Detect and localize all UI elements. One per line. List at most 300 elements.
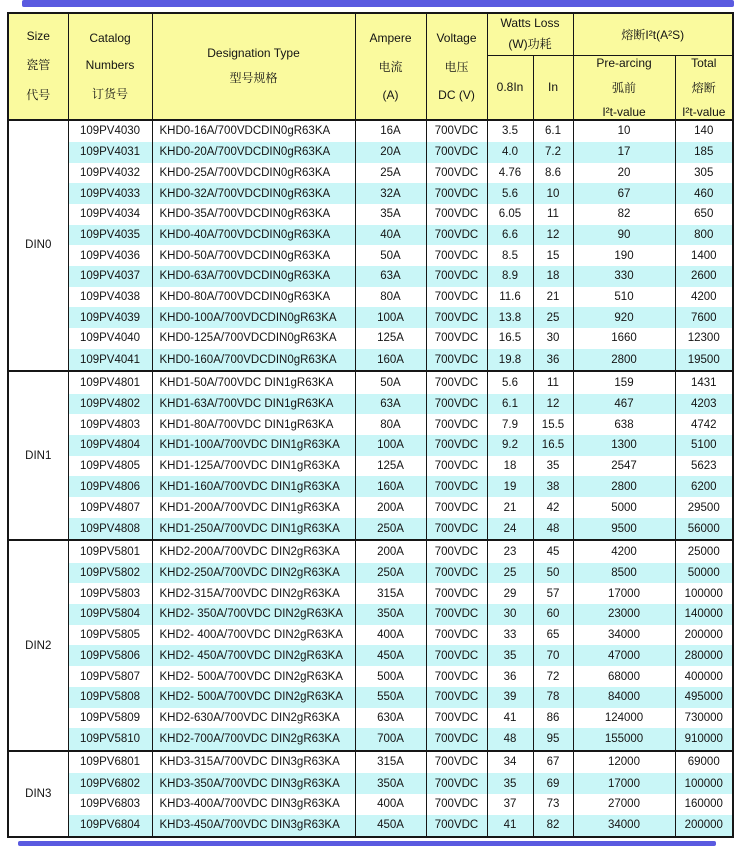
prearcing-i2t-cell: 82 (573, 204, 675, 225)
total-i2t-cell: 200000 (675, 815, 733, 837)
designation-cell: KHD2- 500A/700VDC DIN2gR63KA (152, 687, 355, 708)
prearcing-i2t-cell: 920 (573, 307, 675, 328)
col-header-i2t-group (573, 13, 733, 55)
catalog-number-cell: 109PV5803 (68, 583, 152, 604)
designation-cell: KHD1-125A/700VDC DIN1gR63KA (152, 456, 355, 477)
group-din2 (8, 540, 733, 750)
catalog-number-cell: 109PV4805 (68, 456, 152, 477)
designation-cell: KHD2-700A/700VDC DIN2gR63KA (152, 728, 355, 751)
bottom-accent-bar (18, 841, 716, 846)
prearcing-i2t-cell: 4200 (573, 540, 675, 562)
prearcing-i2t-cell: 638 (573, 414, 675, 435)
designation-cell: KHD2- 400A/700VDC DIN2gR63KA (152, 625, 355, 646)
ampere-cell: 16A (355, 120, 426, 142)
watts-loss-in-cell: 25 (533, 307, 573, 328)
watts-loss-08in-cell: 8.9 (487, 266, 533, 287)
designation-cell: KHD0-40A/700VDCDIN0gR63KA (152, 225, 355, 246)
voltage-cell: 700VDC (426, 414, 487, 435)
ampere-cell: 20A (355, 142, 426, 163)
table-row (8, 583, 733, 604)
watts-loss-08in-cell: 25 (487, 563, 533, 584)
total-i2t-cell: 650 (675, 204, 733, 225)
total-i2t-cell: 12300 (675, 328, 733, 349)
voltage-cell: 700VDC (426, 540, 487, 562)
total-i2t-cell: 730000 (675, 708, 733, 729)
voltage-cell: 700VDC (426, 625, 487, 646)
table-row (8, 687, 733, 708)
designation-cell: KHD1-200A/700VDC DIN1gR63KA (152, 497, 355, 518)
col-header-ampere-line: (A) (382, 87, 399, 102)
col-header-watts-loss-line: Watts Loss (500, 16, 560, 31)
total-i2t-cell: 4200 (675, 287, 733, 308)
watts-loss-08in-cell: 35 (487, 773, 533, 794)
designation-cell: KHD1-63A/700VDC DIN1gR63KA (152, 394, 355, 415)
total-i2t-cell: 305 (675, 163, 733, 184)
ampere-cell: 40A (355, 225, 426, 246)
watts-loss-in-cell: 35 (533, 456, 573, 477)
prearcing-i2t-cell: 27000 (573, 794, 675, 815)
ampere-cell: 350A (355, 773, 426, 794)
prearcing-i2t-cell: 17 (573, 142, 675, 163)
table-row (8, 120, 733, 142)
designation-cell: KHD2-200A/700VDC DIN2gR63KA (152, 540, 355, 562)
watts-loss-in-cell: 60 (533, 604, 573, 625)
size-group-cell: DIN2 (8, 540, 68, 750)
prearcing-i2t-cell: 1300 (573, 435, 675, 456)
ampere-cell: 500A (355, 666, 426, 687)
ampere-cell: 400A (355, 794, 426, 815)
total-i2t-cell: 1431 (675, 371, 733, 393)
catalog-number-cell: 109PV4036 (68, 245, 152, 266)
watts-loss-08in-cell: 7.9 (487, 414, 533, 435)
group-din0 (8, 120, 733, 372)
col-header-i2t-line: 熔断I²t(A²S) (621, 27, 685, 42)
prearcing-i2t-cell: 155000 (573, 728, 675, 751)
col-header-voltage-line: DC (V) (438, 87, 475, 102)
table-row (8, 645, 733, 666)
total-i2t-cell: 140000 (675, 604, 733, 625)
col-header-ampere (355, 13, 426, 120)
total-i2t-cell: 19500 (675, 349, 733, 372)
prearcing-i2t-cell: 68000 (573, 666, 675, 687)
col-header-voltage-line: 电压 (444, 59, 469, 74)
prearcing-i2t-cell: 12000 (573, 751, 675, 773)
watts-loss-08in-cell: 4.0 (487, 142, 533, 163)
watts-loss-in-cell: 38 (533, 476, 573, 497)
total-i2t-cell: 69000 (675, 751, 733, 773)
table-row (8, 287, 733, 308)
watts-loss-08in-cell: 19.8 (487, 349, 533, 372)
col-header-size-line: 代号 (26, 88, 51, 103)
table-row (8, 728, 733, 751)
catalog-number-cell: 109PV4037 (68, 266, 152, 287)
prearcing-i2t-cell: 2800 (573, 349, 675, 372)
table-row (8, 518, 733, 540)
designation-cell: KHD1-160A/700VDC DIN1gR63KA (152, 476, 355, 497)
total-i2t-cell: 200000 (675, 625, 733, 646)
ampere-cell: 63A (355, 394, 426, 415)
table-row (8, 708, 733, 729)
ampere-cell: 32A (355, 183, 426, 204)
total-i2t-cell: 800 (675, 225, 733, 246)
ampere-cell: 550A (355, 687, 426, 708)
designation-cell: KHD0-160A/700VDCDIN0gR63KA (152, 349, 355, 372)
col-header-08in-label: 0.8In (496, 80, 524, 94)
catalog-number-cell: 109PV4801 (68, 371, 152, 393)
table-row (8, 815, 733, 837)
total-i2t-cell: 5100 (675, 435, 733, 456)
watts-loss-08in-cell: 23 (487, 540, 533, 562)
ampere-cell: 200A (355, 497, 426, 518)
table-row (8, 476, 733, 497)
table-row (8, 625, 733, 646)
catalog-number-cell: 109PV6802 (68, 773, 152, 794)
designation-cell: KHD0-32A/700VDCDIN0gR63KA (152, 183, 355, 204)
table-row (8, 371, 733, 393)
designation-cell: KHD1-100A/700VDC DIN1gR63KA (152, 435, 355, 456)
ampere-cell: 50A (355, 245, 426, 266)
col-header-catalog-line: Catalog (89, 30, 131, 45)
total-i2t-cell: 4742 (675, 414, 733, 435)
col-header-watts-loss-group (487, 13, 573, 55)
designation-cell: KHD0-63A/700VDCDIN0gR63KA (152, 266, 355, 287)
ampere-cell: 250A (355, 518, 426, 540)
watts-loss-08in-cell: 37 (487, 794, 533, 815)
catalog-number-cell: 109PV4802 (68, 394, 152, 415)
ampere-cell: 160A (355, 349, 426, 372)
watts-loss-08in-cell: 41 (487, 815, 533, 837)
ampere-cell: 63A (355, 266, 426, 287)
watts-loss-in-cell: 10 (533, 183, 573, 204)
size-group-cell: DIN0 (8, 120, 68, 372)
col-header-prearcing-line: Pre-arcing (596, 55, 652, 70)
designation-cell: KHD2- 350A/700VDC DIN2gR63KA (152, 604, 355, 625)
table-row (8, 794, 733, 815)
table-row (8, 563, 733, 584)
prearcing-i2t-cell: 90 (573, 225, 675, 246)
table-row (8, 666, 733, 687)
ampere-cell: 250A (355, 563, 426, 584)
total-i2t-cell: 140 (675, 120, 733, 142)
watts-loss-08in-cell: 18 (487, 456, 533, 477)
table-row (8, 540, 733, 562)
watts-loss-in-cell: 21 (533, 287, 573, 308)
voltage-cell: 700VDC (426, 266, 487, 287)
table-row (8, 183, 733, 204)
prearcing-i2t-cell: 467 (573, 394, 675, 415)
ampere-cell: 25A (355, 163, 426, 184)
col-header-prearcing-line: 弧前 (611, 80, 636, 95)
prearcing-i2t-cell: 5000 (573, 497, 675, 518)
col-header-voltage-line: Voltage (436, 30, 477, 45)
table-row (8, 435, 733, 456)
fuse-spec-table (7, 12, 734, 838)
watts-loss-in-cell: 18 (533, 266, 573, 287)
catalog-number-cell: 109PV5809 (68, 708, 152, 729)
catalog-number-cell: 109PV5805 (68, 625, 152, 646)
total-i2t-cell: 100000 (675, 773, 733, 794)
ampere-cell: 450A (355, 645, 426, 666)
voltage-cell: 700VDC (426, 456, 487, 477)
total-i2t-cell: 160000 (675, 794, 733, 815)
ampere-cell: 350A (355, 604, 426, 625)
total-i2t-cell: 400000 (675, 666, 733, 687)
ampere-cell: 200A (355, 540, 426, 562)
table-row (8, 751, 733, 773)
watts-loss-in-cell: 7.2 (533, 142, 573, 163)
voltage-cell: 700VDC (426, 225, 487, 246)
watts-loss-08in-cell: 19 (487, 476, 533, 497)
col-header-size (8, 13, 68, 120)
col-header-catalog (68, 13, 152, 120)
total-i2t-cell: 2600 (675, 266, 733, 287)
watts-loss-in-cell: 12 (533, 225, 573, 246)
total-i2t-cell: 56000 (675, 518, 733, 540)
voltage-cell: 700VDC (426, 120, 487, 142)
voltage-cell: 700VDC (426, 794, 487, 815)
table-row (8, 163, 733, 184)
catalog-number-cell: 109PV4030 (68, 120, 152, 142)
watts-loss-in-cell: 57 (533, 583, 573, 604)
ampere-cell: 100A (355, 307, 426, 328)
voltage-cell: 700VDC (426, 563, 487, 584)
table-row (8, 328, 733, 349)
designation-cell: KHD0-125A/700VDCDIN0gR63KA (152, 328, 355, 349)
catalog-number-cell: 109PV5804 (68, 604, 152, 625)
watts-loss-in-cell: 45 (533, 540, 573, 562)
watts-loss-in-cell: 11 (533, 371, 573, 393)
catalog-number-cell: 109PV4039 (68, 307, 152, 328)
voltage-cell: 700VDC (426, 645, 487, 666)
table-row (8, 414, 733, 435)
col-header-prearcing (573, 55, 675, 120)
col-header-ampere-line: Ampere (369, 30, 412, 45)
designation-cell: KHD3-350A/700VDC DIN3gR63KA (152, 773, 355, 794)
watts-loss-in-cell: 67 (533, 751, 573, 773)
size-group-cell: DIN3 (8, 751, 68, 837)
watts-loss-08in-cell: 5.6 (487, 371, 533, 393)
designation-cell: KHD0-80A/700VDCDIN0gR63KA (152, 287, 355, 308)
designation-cell: KHD2-630A/700VDC DIN2gR63KA (152, 708, 355, 729)
prearcing-i2t-cell: 34000 (573, 815, 675, 837)
catalog-number-cell: 109PV4034 (68, 204, 152, 225)
watts-loss-08in-cell: 9.2 (487, 435, 533, 456)
watts-loss-08in-cell: 29 (487, 583, 533, 604)
prearcing-i2t-cell: 17000 (573, 583, 675, 604)
ampere-cell: 160A (355, 476, 426, 497)
ampere-cell: 450A (355, 815, 426, 837)
catalog-number-cell: 109PV6801 (68, 751, 152, 773)
ampere-cell: 80A (355, 414, 426, 435)
col-header-total-line: 熔断 (691, 80, 716, 95)
catalog-number-cell: 109PV4038 (68, 287, 152, 308)
voltage-cell: 700VDC (426, 435, 487, 456)
col-header-watts-loss-line: (W)功耗 (508, 37, 552, 52)
designation-cell: KHD3-400A/700VDC DIN3gR63KA (152, 794, 355, 815)
watts-loss-08in-cell: 41 (487, 708, 533, 729)
prearcing-i2t-cell: 510 (573, 287, 675, 308)
col-header-prearcing-line: I²t-value (602, 104, 646, 119)
prearcing-i2t-cell: 8500 (573, 563, 675, 584)
total-i2t-cell: 7600 (675, 307, 733, 328)
table-header (8, 13, 733, 120)
watts-loss-in-cell: 86 (533, 708, 573, 729)
catalog-number-cell: 109PV4807 (68, 497, 152, 518)
catalog-number-cell: 109PV6804 (68, 815, 152, 837)
watts-loss-08in-cell: 33 (487, 625, 533, 646)
catalog-number-cell: 109PV6803 (68, 794, 152, 815)
voltage-cell: 700VDC (426, 708, 487, 729)
ampere-cell: 100A (355, 435, 426, 456)
watts-loss-in-cell: 82 (533, 815, 573, 837)
catalog-number-cell: 109PV4806 (68, 476, 152, 497)
voltage-cell: 700VDC (426, 518, 487, 540)
total-i2t-cell: 5623 (675, 456, 733, 477)
table-row (8, 773, 733, 794)
designation-cell: KHD0-50A/700VDCDIN0gR63KA (152, 245, 355, 266)
col-header-total-line: I²t-value (682, 104, 726, 119)
table-row (8, 225, 733, 246)
prearcing-i2t-cell: 159 (573, 371, 675, 393)
watts-loss-08in-cell: 24 (487, 518, 533, 540)
prearcing-i2t-cell: 1660 (573, 328, 675, 349)
ampere-cell: 125A (355, 328, 426, 349)
voltage-cell: 700VDC (426, 245, 487, 266)
voltage-cell: 700VDC (426, 815, 487, 837)
catalog-number-cell: 109PV4804 (68, 435, 152, 456)
prearcing-i2t-cell: 330 (573, 266, 675, 287)
catalog-number-cell: 109PV5810 (68, 728, 152, 751)
prearcing-i2t-cell: 34000 (573, 625, 675, 646)
watts-loss-08in-cell: 39 (487, 687, 533, 708)
table-row (8, 394, 733, 415)
catalog-number-cell: 109PV4803 (68, 414, 152, 435)
ampere-cell: 315A (355, 583, 426, 604)
total-i2t-cell: 460 (675, 183, 733, 204)
catalog-number-cell: 109PV4031 (68, 142, 152, 163)
col-header-designation-line: Designation Type (207, 46, 300, 61)
watts-loss-in-cell: 30 (533, 328, 573, 349)
group-din3 (8, 751, 733, 837)
designation-cell: KHD3-450A/700VDC DIN3gR63KA (152, 815, 355, 837)
watts-loss-in-cell: 65 (533, 625, 573, 646)
designation-cell: KHD1-80A/700VDC DIN1gR63KA (152, 414, 355, 435)
catalog-number-cell: 109PV5806 (68, 645, 152, 666)
voltage-cell: 700VDC (426, 773, 487, 794)
designation-cell: KHD0-100A/700VDCDIN0gR63KA (152, 307, 355, 328)
voltage-cell: 700VDC (426, 666, 487, 687)
designation-cell: KHD1-250A/700VDC DIN1gR63KA (152, 518, 355, 540)
table-row (8, 349, 733, 372)
watts-loss-in-cell: 50 (533, 563, 573, 584)
voltage-cell: 700VDC (426, 687, 487, 708)
table-row (8, 604, 733, 625)
prearcing-i2t-cell: 23000 (573, 604, 675, 625)
designation-cell: KHD3-315A/700VDC DIN3gR63KA (152, 751, 355, 773)
watts-loss-in-cell: 69 (533, 773, 573, 794)
voltage-cell: 700VDC (426, 751, 487, 773)
prearcing-i2t-cell: 9500 (573, 518, 675, 540)
col-header-in (533, 55, 573, 120)
watts-loss-in-cell: 48 (533, 518, 573, 540)
total-i2t-cell: 495000 (675, 687, 733, 708)
total-i2t-cell: 25000 (675, 540, 733, 562)
voltage-cell: 700VDC (426, 371, 487, 393)
voltage-cell: 700VDC (426, 476, 487, 497)
watts-loss-08in-cell: 48 (487, 728, 533, 751)
catalog-number-cell: 109PV5801 (68, 540, 152, 562)
voltage-cell: 700VDC (426, 583, 487, 604)
watts-loss-in-cell: 95 (533, 728, 573, 751)
catalog-number-cell: 109PV4033 (68, 183, 152, 204)
prearcing-i2t-cell: 124000 (573, 708, 675, 729)
watts-loss-in-cell: 11 (533, 204, 573, 225)
watts-loss-08in-cell: 11.6 (487, 287, 533, 308)
col-header-total (675, 55, 733, 120)
col-header-ampere-line: 电流 (378, 59, 403, 74)
total-i2t-cell: 280000 (675, 645, 733, 666)
voltage-cell: 700VDC (426, 142, 487, 163)
prearcing-i2t-cell: 84000 (573, 687, 675, 708)
catalog-number-cell: 109PV4041 (68, 349, 152, 372)
total-i2t-cell: 6200 (675, 476, 733, 497)
voltage-cell: 700VDC (426, 728, 487, 751)
watts-loss-in-cell: 8.6 (533, 163, 573, 184)
designation-cell: KHD0-35A/700VDCDIN0gR63KA (152, 204, 355, 225)
watts-loss-in-cell: 36 (533, 349, 573, 372)
prearcing-i2t-cell: 47000 (573, 645, 675, 666)
ampere-cell: 80A (355, 287, 426, 308)
watts-loss-08in-cell: 16.5 (487, 328, 533, 349)
top-accent-bar (22, 0, 734, 7)
total-i2t-cell: 185 (675, 142, 733, 163)
designation-cell: KHD2-250A/700VDC DIN2gR63KA (152, 563, 355, 584)
voltage-cell: 700VDC (426, 183, 487, 204)
voltage-cell: 700VDC (426, 497, 487, 518)
col-header-designation-line: 型号规格 (229, 71, 278, 86)
catalog-number-cell: 109PV5807 (68, 666, 152, 687)
designation-cell: KHD0-16A/700VDCDIN0gR63KA (152, 120, 355, 142)
col-header-size-line: Size (26, 29, 50, 44)
voltage-cell: 700VDC (426, 287, 487, 308)
watts-loss-08in-cell: 8.5 (487, 245, 533, 266)
prearcing-i2t-cell: 190 (573, 245, 675, 266)
watts-loss-in-cell: 16.5 (533, 435, 573, 456)
ampere-cell: 125A (355, 456, 426, 477)
watts-loss-08in-cell: 6.6 (487, 225, 533, 246)
col-header-catalog-line: 订货号 (91, 86, 128, 101)
prearcing-i2t-cell: 2547 (573, 456, 675, 477)
watts-loss-08in-cell: 13.8 (487, 307, 533, 328)
watts-loss-in-cell: 6.1 (533, 120, 573, 142)
table-row (8, 142, 733, 163)
ampere-cell: 50A (355, 371, 426, 393)
watts-loss-08in-cell: 21 (487, 497, 533, 518)
col-header-in-label: In (547, 80, 558, 94)
header-row-groups (8, 13, 733, 55)
watts-loss-in-cell: 12 (533, 394, 573, 415)
col-header-size-line: 瓷管 (26, 58, 51, 73)
prearcing-i2t-cell: 20 (573, 163, 675, 184)
watts-loss-in-cell: 15.5 (533, 414, 573, 435)
total-i2t-cell: 4203 (675, 394, 733, 415)
voltage-cell: 700VDC (426, 163, 487, 184)
catalog-number-cell: 109PV4035 (68, 225, 152, 246)
voltage-cell: 700VDC (426, 307, 487, 328)
watts-loss-in-cell: 73 (533, 794, 573, 815)
voltage-cell: 700VDC (426, 204, 487, 225)
watts-loss-08in-cell: 34 (487, 751, 533, 773)
